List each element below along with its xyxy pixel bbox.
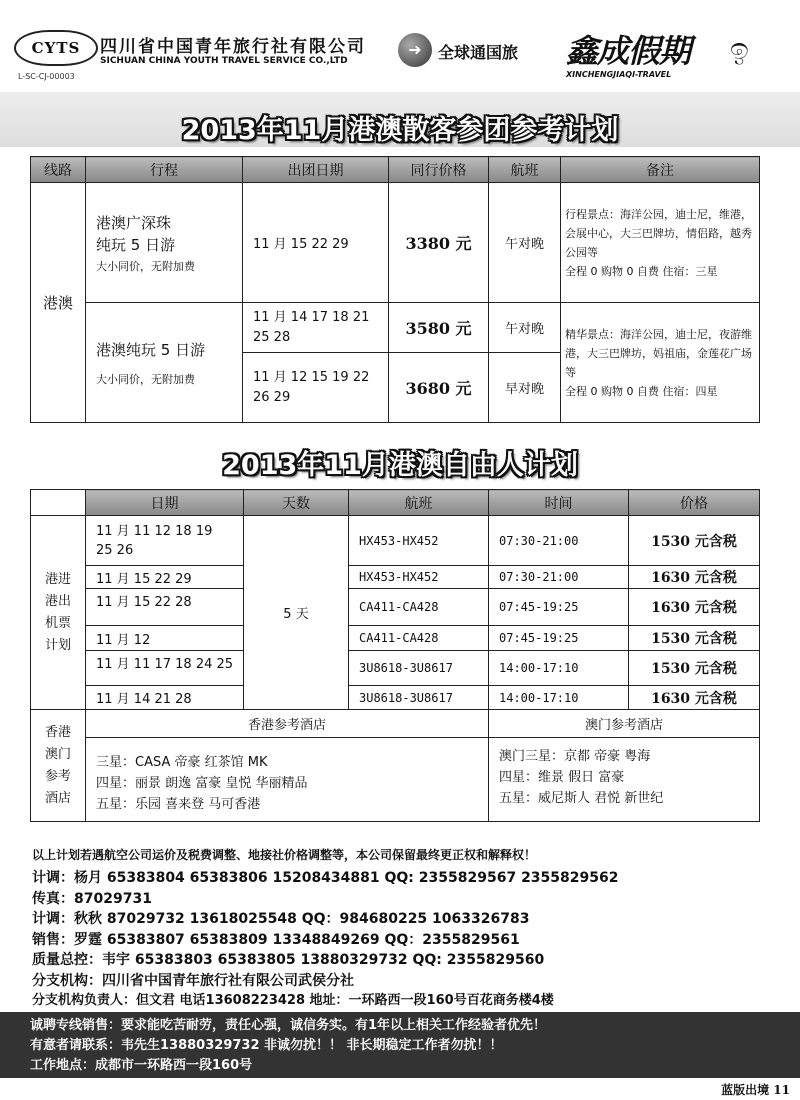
col-header: 航班 [349,490,489,516]
col-header: 出团日期 [243,157,389,183]
blank-header [31,490,86,516]
hotel-label: 香港 澳门 参考 酒店 [31,710,86,822]
group-tour-table [30,156,760,423]
flight-cell: HX453-HX452 [349,566,489,589]
flight: 午对晚 [489,303,561,353]
free-travel-table [30,489,760,822]
contact-line: 质量总控：韦宇 65383803 65383805 13880329732 QQ: 2355829560 [32,952,545,968]
price-cell: 1630 元含税 [629,589,760,626]
date-cell: 11 月 14 21 28 [86,686,244,710]
cyts-logo [14,30,98,66]
col-header: 天数 [244,490,349,516]
col-header: 行程 [86,157,243,183]
recruitment-footer [0,1012,800,1078]
page-header [0,0,800,92]
time-cell: 07:30-21:00 [489,516,629,566]
time-cell: 07:45-19:25 [489,589,629,626]
contact-line: 分支机构：四川省中国青年旅行社有限公司武侯分社 [32,972,354,989]
col-header: 时间 [489,490,629,516]
col-header: 备注 [561,157,760,183]
contact-list [32,868,618,1012]
trip-name-cell [86,183,243,303]
contact-line: 传真：87029731 [32,890,152,907]
flight: 午对晚 [489,183,561,303]
trip-name: 港澳广深珠 纯玩 5 日游 [96,213,176,254]
price-cell: 1530 元含税 [629,651,760,686]
ticket-plan-label: 港进 港出 机票 计划 [31,516,86,710]
trip-name-cell [86,303,243,423]
price: 3380 元 [389,183,489,303]
date-cell: 11 月 12 [86,626,244,651]
flight-cell: CA411-CA428 [349,589,489,626]
flight: 早对晚 [489,353,561,423]
mo-hotel-list: 澳门三星：京都 帝豪 粤海 四星：维景 假日 富豪 五星：威尼斯人 君悦 新世纪 [489,738,760,822]
time-cell: 14:00-17:10 [489,686,629,710]
page-label: 蓝版出境 11 [721,1083,790,1097]
price-cell: 1530 元含税 [629,516,760,566]
col-header: 线路 [31,157,86,183]
brand-logo: 鑫成假期 [566,32,691,70]
date-cell: 11 月 15 22 29 [86,566,244,589]
brand-subtitle: XINCHENGJIAQI-TRAVEL [566,70,672,79]
departure-dates: 11 月 14 17 18 21 25 28 [243,303,389,353]
mo-hotel-header: 澳门参考酒店 [489,710,760,738]
price: 3680 元 [389,353,489,423]
trip-name: 港澳纯玩 5 日游 [96,340,206,359]
route-cell: 港澳 [31,183,86,423]
footer-line: 有意者请联系：韦先生13880329732 非诚勿扰！！ 非长期稳定工作者勿扰！！ [30,1038,503,1053]
col-header: 航班 [489,157,561,183]
col-header: 日期 [86,490,244,516]
departure-dates: 11 月 12 15 19 22 26 29 [243,353,389,423]
price-cell: 1630 元含税 [629,566,760,589]
contact-line: 计调：杨月 65383804 65383806 15208434881 QQ: 2355829567 2355829562 [32,870,619,886]
trip-subnote: 大小同价，无附加费 [96,259,195,273]
price-cell: 1530 元含税 [629,626,760,651]
date-cell: 11 月 11 12 18 19 25 26 [86,516,244,566]
hk-hotel-list: 三星：CASA 帝豪 红茶馆 MK 四星：丽景 朗逸 富豪 皇悦 华丽精品 五星：乐园 喜来登 马可香港 [86,738,489,822]
hk-hotel-header: 香港参考酒店 [86,710,489,738]
flight-cell: CA411-CA428 [349,626,489,651]
company-name-cn: 四川省中国青年旅行社有限公司 [100,37,366,57]
company-name-en: SICHUAN CHINA YOUTH TRAVEL SERVICE CO.,LTD [100,56,348,66]
footer-line: 工作地点：成都市一环路西一段160号 [30,1058,253,1073]
plan2-title: 2013年11月港澳自由人计划 [222,450,578,481]
license-number: L-SC-CJ-00003 [18,72,75,81]
price-cell: 1630 元含税 [629,686,760,710]
time-cell: 07:30-21:00 [489,566,629,589]
contact-line: 分支机构负责人：但文君 电话13608223428 地址：一环路西一段160号百花商务楼4楼 [32,993,554,1008]
network-name: 全球通国旅 [438,43,519,62]
footer-line: 诚聘专线销售：要求能吃苦耐劳，责任心强，诚信务实。有1年以上相关工作经验者优先！ [30,1018,547,1033]
remarks: 精华景点：海洋公园，迪士尼，夜游维港，大三巴牌坊，妈祖庙，金莲花广场等 全程 0 购物 0 自费 住宿：四星 [561,303,760,423]
flight-cell: HX453-HX452 [349,516,489,566]
contact-line: 销售：罗霆 65383807 65383809 13348849269 QQ：2355829561 [32,931,520,948]
col-header: 同行价格 [389,157,489,183]
days-cell: 5 天 [244,516,349,710]
logo-text: CYTS [31,39,81,57]
contact-line: 计调：秋秋 87029732 13618025548 QQ：984680225 1063326783 [32,911,530,927]
date-cell: 11 月 15 22 28 [86,589,244,626]
col-header: 价格 [629,490,760,516]
arrow-globe-icon: ➜ [398,33,432,67]
date-cell: 11 月 11 17 18 24 25 [86,651,244,686]
swirl-icon: ඉ [730,32,749,67]
plan1-title: 2013年11月港澳散客参团参考计划 [181,115,619,146]
departure-dates: 11 月 15 22 29 [243,183,389,303]
flight-cell: 3U8618-3U8617 [349,686,489,710]
disclaimer: 以上计划若遇航空公司运价及税费调整、地接社价格调整等，本公司保留最终更正权和解释权！ [32,848,537,862]
flight-cell: 3U8618-3U8617 [349,651,489,686]
remarks: 行程景点：海洋公园，迪士尼，维港，会展中心，大三巴牌坊，情侣路，越秀公园等 全程 0 购物 0 自费 住宿：三星 [561,183,760,303]
time-cell: 14:00-17:10 [489,651,629,686]
time-cell: 07:45-19:25 [489,626,629,651]
trip-subnote: 大小同价，无附加费 [96,372,195,386]
price: 3580 元 [389,303,489,353]
